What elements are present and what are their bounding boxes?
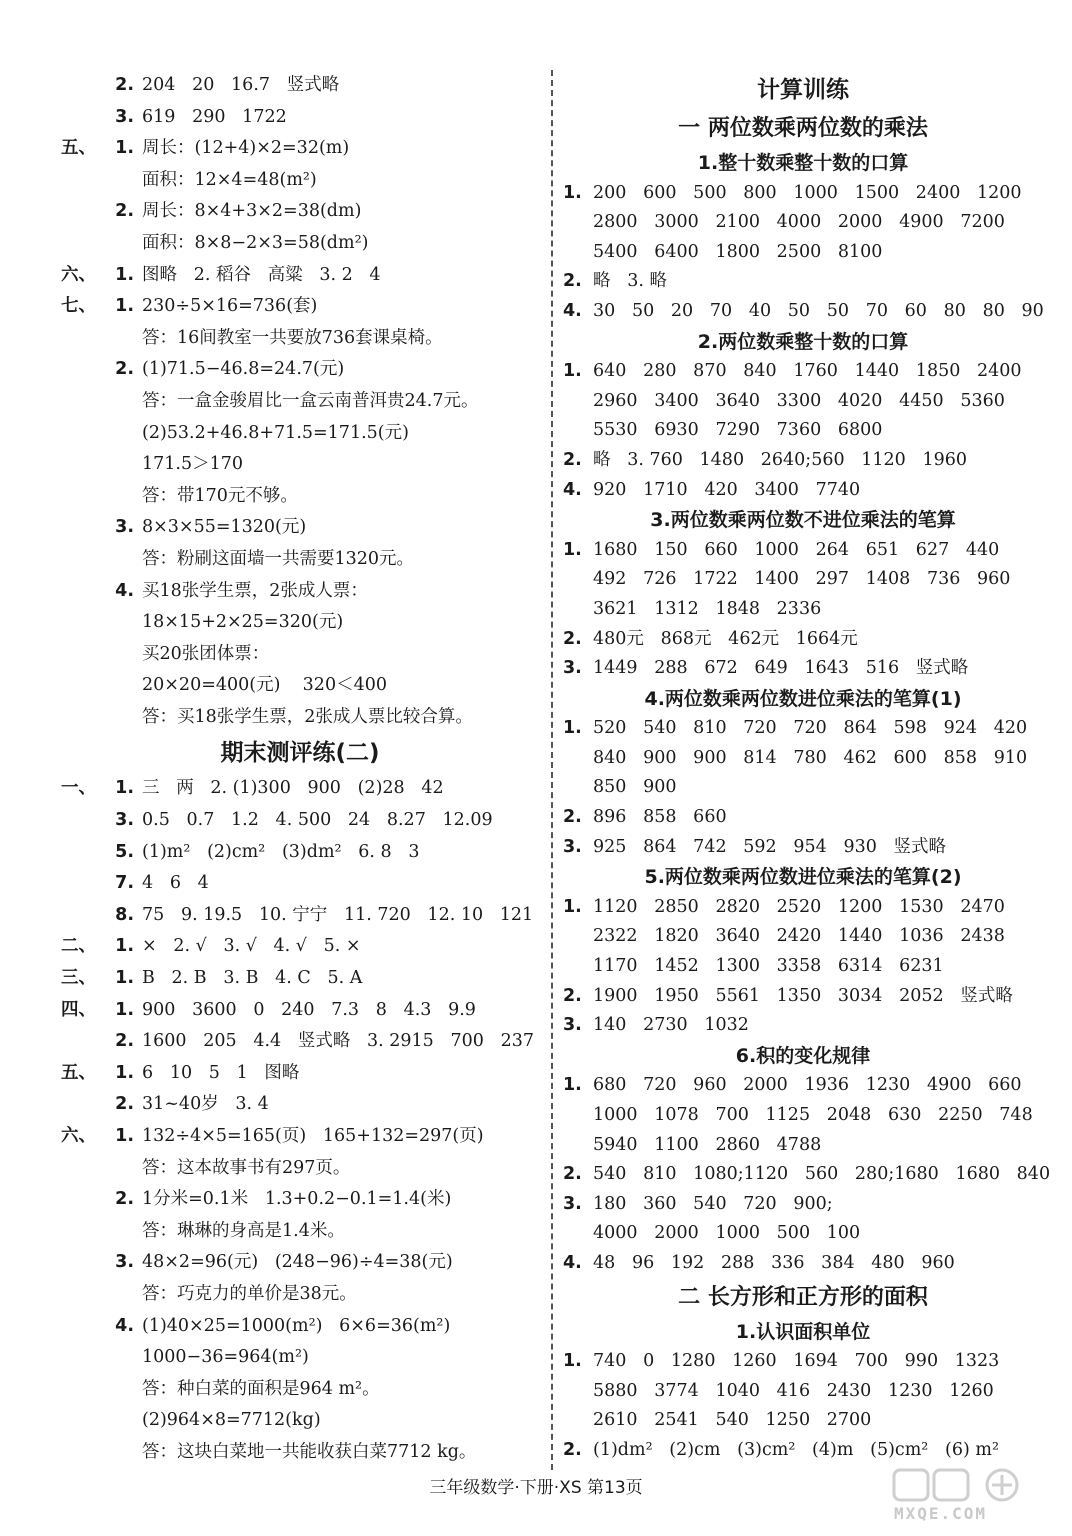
- answer-text: 2322 1820 3640 2420 1440 1036 2438: [593, 926, 1005, 947]
- answer-line: [563, 1190, 1043, 1220]
- answer-line: [563, 625, 1043, 655]
- answer-line: [60, 576, 540, 608]
- question-number: 4.: [115, 1315, 134, 1336]
- question-number: 2.: [115, 1189, 134, 1210]
- answer-line: [563, 1219, 1043, 1249]
- answer-line: [60, 607, 540, 639]
- answer-text: 840 900 900 814 780 462 600 858 910: [593, 747, 1028, 768]
- page-footer: 三年级数学·下册·XS 第13页: [429, 1478, 643, 1498]
- answer-line: [60, 1437, 540, 1469]
- answer-line: [563, 1249, 1043, 1279]
- answer-text: 5880 3774 1040 416 2430 1230 1260: [593, 1380, 994, 1401]
- answer-line: [60, 1058, 540, 1090]
- question-number: 1.: [563, 361, 582, 382]
- question-number: 1.: [115, 296, 134, 317]
- answer-line: [563, 536, 1043, 566]
- answer-line: [60, 196, 540, 228]
- answer-line: [60, 1121, 540, 1153]
- question-number: 4.: [563, 1252, 582, 1273]
- answer-text: 答：一盒金骏眉比一盒云南普洱贵24.7元。: [142, 390, 479, 411]
- answer-text: (2)53.2+46.8+71.5=171.5(元): [142, 422, 409, 443]
- answer-line: [563, 773, 1043, 803]
- section-number: 五、: [61, 138, 96, 159]
- answer-line: [563, 1347, 1043, 1377]
- answer-text: 31~40岁 3. 4: [142, 1094, 269, 1115]
- answer-line: [60, 323, 540, 355]
- question-number: 3.: [115, 1252, 134, 1273]
- answer-line: [60, 805, 540, 837]
- question-number: 3.: [563, 658, 582, 679]
- answer-text: 619 290 1722: [142, 106, 287, 127]
- answer-text: 140 2730 1032: [593, 1015, 749, 1036]
- answer-text: (1)m² (2)cm² (3)dm² 6. 8 3: [142, 841, 420, 862]
- question-number: 3.: [115, 810, 134, 831]
- answer-line: [60, 386, 540, 418]
- answer-line: [60, 449, 540, 481]
- answer-line: [60, 670, 540, 702]
- answer-text: (2)964×8=7712(kg): [142, 1410, 321, 1431]
- answer-text: 132÷4×5=165(页) 165+132=297(页): [142, 1126, 484, 1146]
- answer-line: [563, 893, 1043, 923]
- answer-text: 4000 2000 1000 500 100: [593, 1223, 861, 1244]
- answer-line: [60, 260, 540, 292]
- answer-line: [563, 982, 1043, 1012]
- question-number: 2.: [115, 75, 134, 95]
- answer-text: 48×2=96(元) (248−96)÷4=38(元): [142, 1252, 453, 1273]
- answer-text: 面积：12×4=48(m²): [142, 169, 317, 190]
- answer-line: [563, 1101, 1043, 1131]
- question-number: 3.: [115, 106, 134, 127]
- section-heading: 计算训练: [757, 77, 849, 103]
- answer-text: 920 1710 420 3400 7740: [593, 479, 861, 500]
- answer-line: [563, 654, 1043, 684]
- section-number: 四、: [61, 999, 96, 1020]
- answer-line: [60, 481, 540, 513]
- answer-line: [563, 714, 1043, 744]
- answer-line: [60, 868, 540, 900]
- answer-text: 171.5＞170: [142, 454, 244, 475]
- answer-text: 200 600 500 800 1000 1500 2400 1200: [593, 182, 1022, 203]
- question-number: 1.: [563, 718, 582, 739]
- answer-text: 1000 1078 700 1125 2048 630 2250 748: [593, 1105, 1033, 1125]
- answer-text: 20×20=400(元) 320＜400: [142, 675, 387, 696]
- answer-line: [563, 952, 1043, 982]
- answer-line: [563, 387, 1043, 417]
- answer-line: [60, 773, 540, 805]
- answer-text: 图略 2. 稻谷 高粱 3. 2 4: [142, 264, 381, 285]
- answer-line: [60, 354, 540, 386]
- answer-text: 740 0 1280 1260 1694 700 990 1323: [593, 1351, 1000, 1372]
- answer-text: 答：带170元不够。: [142, 485, 298, 506]
- answer-line: [60, 544, 540, 576]
- answer-line: [563, 416, 1043, 446]
- watermark-logo: [890, 1466, 1060, 1530]
- answer-line: [60, 1279, 540, 1311]
- answer-text: (1)40×25=1000(m²) 6×6=36(m²): [142, 1315, 451, 1336]
- answer-line: [60, 512, 540, 544]
- right-column: [563, 70, 1051, 1466]
- answer-text: 520 540 810 720 720 864 598 924 420: [593, 718, 1028, 739]
- answer-text: 答：巧克力的单价是38元。: [142, 1283, 357, 1304]
- section-number: 五、: [61, 1062, 96, 1083]
- section-heading: 1.整十数乘整十数的口算: [697, 152, 909, 174]
- answer-text: 3621 1312 1848 2336: [593, 598, 822, 619]
- question-number: 4.: [563, 300, 582, 321]
- answer-line: [60, 1089, 540, 1121]
- answer-line: [60, 1311, 540, 1343]
- question-number: 1.: [115, 1126, 134, 1146]
- question-number: 2.: [115, 1094, 134, 1115]
- answer-text: 680 720 960 2000 1936 1230 4900 660: [593, 1075, 1022, 1096]
- answer-text: 1680 150 660 1000 264 651 627 440: [593, 539, 1000, 560]
- answer-text: 2610 2541 540 1250 2700: [593, 1410, 872, 1431]
- answer-line: [60, 931, 540, 963]
- answer-text: 答：买18张学生票，2张成人票比较合算。: [142, 706, 473, 727]
- question-number: 2.: [563, 1164, 582, 1185]
- answer-line: [563, 1011, 1043, 1041]
- section-heading: 期末测评练(二): [220, 740, 380, 767]
- answer-line: [563, 267, 1043, 297]
- question-number: 2.: [115, 359, 134, 380]
- answer-text: 8×3×55=1320(元): [142, 517, 307, 538]
- question-number: 1.: [563, 539, 582, 560]
- answer-line: [60, 418, 540, 450]
- answer-text: 896 858 660: [593, 807, 727, 828]
- answer-line: [60, 1342, 540, 1374]
- question-number: 2.: [563, 1439, 582, 1460]
- section-heading: 二 长方形和正方形的面积: [678, 1284, 928, 1310]
- answer-text: 925 864 742 592 954 930 竖式略: [593, 836, 947, 857]
- answer-line: [563, 208, 1043, 238]
- question-number: 5.: [115, 841, 134, 862]
- question-number: 2.: [563, 449, 582, 470]
- answer-line: [563, 1131, 1043, 1161]
- answer-text: 买20张团体票：: [142, 643, 270, 664]
- section-number: 二、: [61, 936, 96, 957]
- question-number: 1.: [563, 182, 582, 203]
- answer-text: × 2. √ 3. √ 4. √ 5. ×: [142, 936, 361, 957]
- answer-line: [60, 70, 540, 102]
- answer-text: 2960 3400 3640 3300 4020 4450 5360: [593, 390, 1005, 411]
- section-number: 六、: [61, 264, 96, 285]
- answer-line: [60, 900, 540, 932]
- answer-text: 答：粉刷这面墙一共需要1320元。: [142, 548, 415, 569]
- answer-text: 周长：8×4+3×2=38(dm): [142, 201, 362, 222]
- question-number: 2.: [115, 201, 134, 222]
- answer-line: [563, 595, 1043, 625]
- answer-line: [563, 179, 1043, 209]
- answer-line: [563, 238, 1043, 268]
- question-number: 1.: [115, 999, 134, 1020]
- answer-line: [563, 833, 1043, 863]
- answer-text: 面积：8×8−2×3=58(dm²): [142, 232, 369, 253]
- answer-text: 1000−36=964(m²): [142, 1347, 309, 1368]
- question-number: 1.: [563, 896, 582, 917]
- answer-text: B 2. B 3. B 4. C 5. A: [142, 968, 363, 989]
- answer-text: (1)dm² (2)cm (3)cm² (4)m (5)cm² (6) m²: [593, 1439, 999, 1460]
- answer-line: [563, 744, 1043, 774]
- answer-line: [563, 1406, 1043, 1436]
- question-number: 1.: [115, 264, 134, 285]
- answer-text: 答：琳琳的身高是1.4米。: [142, 1220, 345, 1241]
- answer-text: 6 10 5 1 图略: [142, 1062, 300, 1083]
- answer-line: [60, 963, 540, 995]
- question-number: 2.: [115, 1031, 134, 1052]
- answer-line: [563, 446, 1043, 476]
- answer-text: 1449 288 672 649 1643 516 竖式略: [593, 658, 969, 679]
- section-heading: 5.两位数乘两位数进位乘法的笔算(2): [644, 866, 962, 889]
- answer-text: 答：这本故事书有297页。: [142, 1157, 351, 1178]
- section-heading: 4.两位数乘两位数进位乘法的笔算(1): [644, 687, 962, 710]
- answer-line: [563, 565, 1043, 595]
- question-number: 1.: [115, 778, 134, 799]
- question-number: 3.: [115, 517, 134, 538]
- section-number: 七、: [61, 296, 96, 317]
- answer-text: 4 6 4: [142, 873, 209, 894]
- answer-text: 5940 1100 2860 4788: [593, 1134, 822, 1155]
- answer-text: 周长：(12+4)×2=32(m): [142, 138, 350, 159]
- left-column: [60, 70, 540, 1469]
- answer-line: [60, 1216, 540, 1248]
- answer-text: 1分米=0.1米 1.3+0.2−0.1=1.4(米): [142, 1189, 452, 1210]
- answer-line: [60, 1374, 540, 1406]
- watermark-text: MXQE.COM: [894, 1504, 988, 1523]
- answer-text: 18×15+2×25=320(元): [142, 612, 344, 633]
- answer-text: 0.5 0.7 1.2 4. 500 24 8.27 12.09: [142, 810, 493, 831]
- answer-text: 答：16间教室一共要放736套课桌椅。: [142, 327, 443, 348]
- answer-text: 480元 868元 462元 1664元: [593, 628, 858, 649]
- answer-line: [563, 297, 1043, 327]
- answer-line: [563, 922, 1043, 952]
- answer-line: [60, 291, 540, 323]
- answer-line: [60, 165, 540, 197]
- section-heading: 2.两位数乘整十数的口算: [697, 330, 909, 353]
- question-number: 4.: [563, 479, 582, 500]
- answer-text: 5400 6400 1800 2500 8100: [593, 241, 883, 262]
- section-heading: 1.认识面积单位: [735, 1320, 871, 1343]
- answer-text: 5530 6930 7290 7360 6800: [593, 420, 883, 441]
- section-number: 一、: [61, 778, 96, 799]
- column-divider: [551, 70, 553, 1470]
- answer-text: 640 280 870 840 1760 1440 1850 2400: [593, 361, 1022, 382]
- answer-text: 900 3600 0 240 7.3 8 4.3 9.9: [142, 999, 476, 1020]
- answer-text: 答：种白菜的面积是964 m²。: [142, 1378, 380, 1399]
- question-number: 2.: [563, 271, 582, 292]
- answer-line: [60, 1026, 540, 1058]
- answer-text: 30 50 20 70 40 50 50 70 60 80 80 90: [593, 300, 1044, 321]
- answer-line: [563, 476, 1043, 506]
- section-number: 六、: [61, 1126, 96, 1146]
- question-number: 2.: [563, 628, 582, 649]
- answer-text: 略 3. 760 1480 2640;560 1120 1960: [593, 449, 968, 470]
- answer-text: 75 9. 19.5 10. 宁宁 11. 720 12. 10 121: [142, 904, 534, 925]
- section-heading: 3.两位数乘两位数不进位乘法的笔算: [650, 509, 956, 532]
- answer-text: 204 20 16.7 竖式略: [142, 75, 340, 95]
- answer-line: [563, 1436, 1043, 1466]
- answer-text: 2800 3000 2100 4000 2000 4900 7200: [593, 212, 1005, 233]
- question-number: 1.: [115, 968, 134, 989]
- answer-line: [563, 357, 1043, 387]
- answer-line: [60, 995, 540, 1027]
- answer-text: 买18张学生票，2张成人票：: [142, 580, 368, 601]
- answer-text: 540 810 1080;1120 560 280;1680 1680 840: [593, 1164, 1051, 1185]
- answer-text: 1170 1452 1300 3358 6314 6231: [593, 956, 944, 977]
- section-number: 三、: [61, 968, 96, 989]
- answer-text: 492 726 1722 1400 297 1408 736 960: [593, 569, 1011, 590]
- answer-line: [60, 1247, 540, 1279]
- answer-line: [60, 228, 540, 260]
- question-number: 2.: [563, 985, 582, 1006]
- answer-line: [563, 1377, 1043, 1407]
- answer-line: [563, 1160, 1051, 1190]
- answer-text: 三 两 2. (1)300 900 (2)28 42: [142, 778, 444, 799]
- section-heading: 6.积的变化规律: [735, 1044, 871, 1067]
- answer-line: [60, 133, 540, 165]
- answer-text: 1600 205 4.4 竖式略 3. 2915 700 237: [142, 1031, 534, 1052]
- answer-text: 850 900: [593, 777, 677, 798]
- question-number: 1.: [563, 1075, 582, 1096]
- answer-text: 1120 2850 2820 2520 1200 1530 2470: [593, 896, 1005, 917]
- answer-line: [60, 1184, 540, 1216]
- answer-text: 230÷5×16=736(套): [142, 296, 318, 317]
- answer-line: [60, 702, 540, 734]
- section-heading: 一 两位数乘两位数的乘法: [678, 116, 928, 141]
- answer-text: 答：这块白菜地一共能收获白菜7712 kg。: [142, 1441, 477, 1462]
- answer-line: [563, 803, 1043, 833]
- question-number: 1.: [115, 138, 134, 159]
- answer-text: 48 96 192 288 336 384 480 960: [593, 1252, 955, 1273]
- question-number: 7.: [115, 873, 134, 894]
- question-number: 2.: [563, 807, 582, 828]
- question-number: 1.: [115, 1062, 134, 1083]
- answer-line: [60, 1153, 540, 1185]
- answer-text: 180 360 540 720 900;: [593, 1193, 833, 1214]
- question-number: 3.: [563, 1193, 582, 1214]
- question-number: 4.: [115, 580, 134, 601]
- answer-text: 1900 1950 5561 1350 3034 2052 竖式略: [593, 985, 1013, 1006]
- watermark-seal-icon: [890, 1466, 1060, 1506]
- answer-line: [60, 837, 540, 869]
- question-number: 3.: [563, 836, 582, 857]
- question-number: 3.: [563, 1015, 582, 1036]
- answer-line: [60, 639, 540, 671]
- answer-line: [60, 1405, 540, 1437]
- answer-text: 略 3. 略: [593, 271, 667, 292]
- answer-line: [563, 1071, 1043, 1101]
- answer-line: [60, 102, 540, 134]
- question-number: 1.: [115, 936, 134, 957]
- question-number: 8.: [115, 904, 134, 925]
- question-number: 1.: [563, 1351, 582, 1372]
- answer-text: (1)71.5−46.8=24.7(元): [142, 359, 345, 380]
